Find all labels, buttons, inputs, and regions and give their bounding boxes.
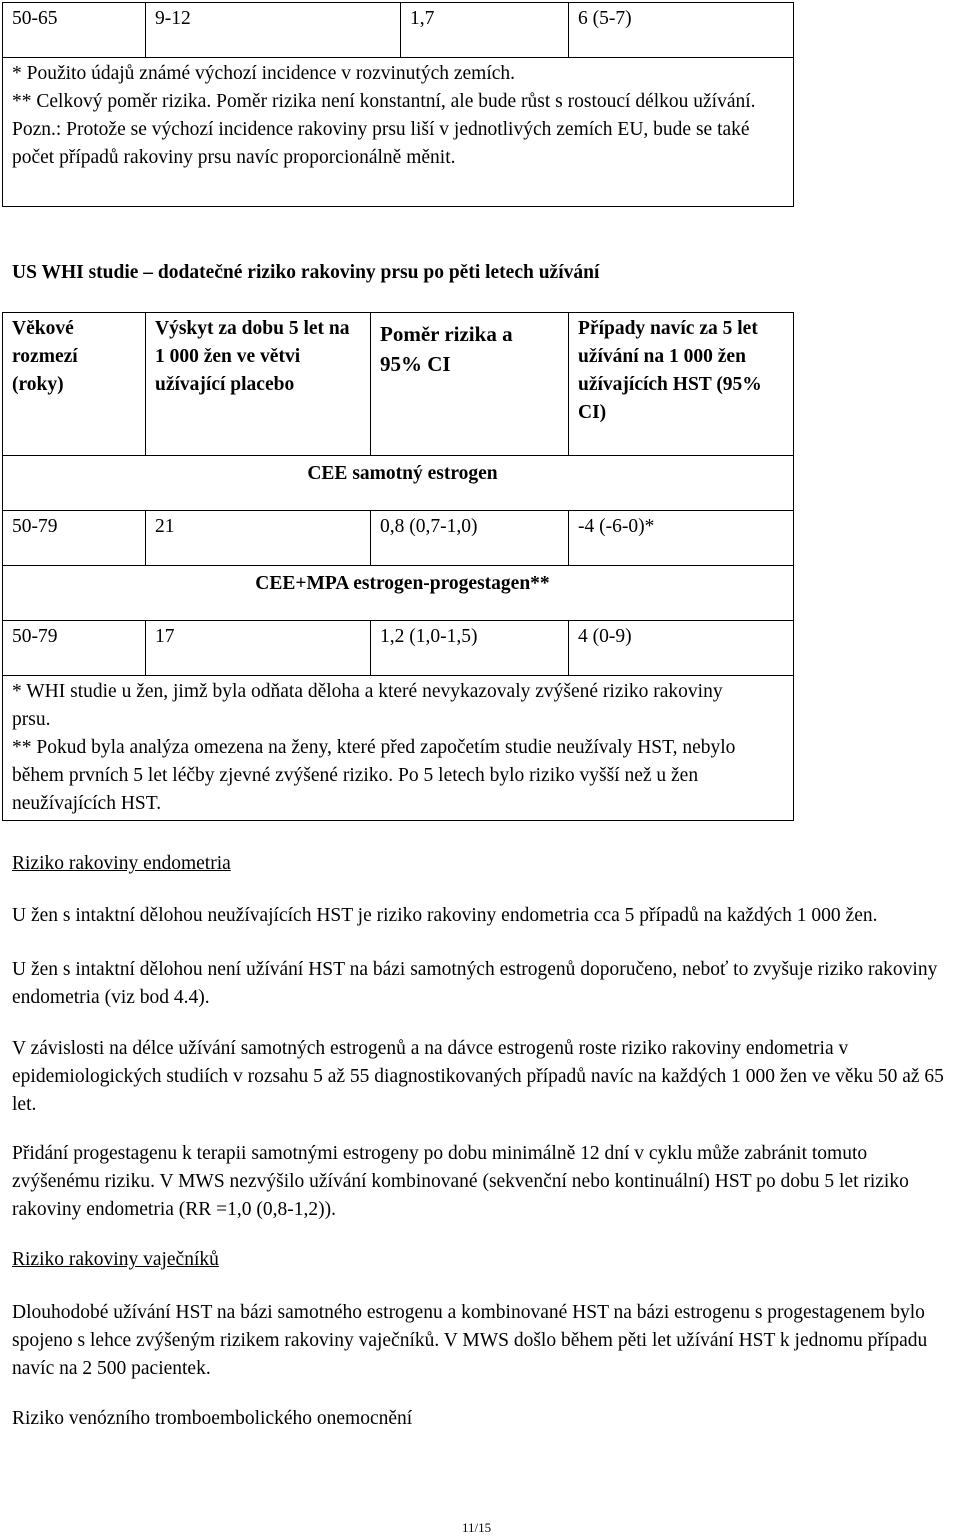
section-label: CEE samotný estrogen xyxy=(3,456,794,511)
table-title: US WHI studie – dodatečné riziko rakoviny prsu po pěti letech užívání xyxy=(12,262,600,283)
table-note: ** Celkový poměr rizika. Poměr rizika není konstantní, ale bude růst s rostoucí délkou užívání. xyxy=(12,91,756,112)
table-cell: 9-12 xyxy=(146,3,401,58)
table-cell: 17 xyxy=(146,621,371,676)
table-note: ** Pokud byla analýza omezena na ženy, které před započetím studie neužívaly HST, nebylo během prvních 5 let léčby zjevné zvýšené riziko. Po 5 letech bylo riziko vyšší než u žen neužívajících HST. xyxy=(12,737,736,814)
table-section-row xyxy=(3,456,794,511)
column-header: Poměr rizika a 95% CI xyxy=(371,313,569,456)
table-cell: 21 xyxy=(146,511,371,566)
table-section-row xyxy=(3,566,794,621)
table-cell: 50-65 xyxy=(3,3,146,58)
table-cell: 6 (5-7) xyxy=(569,3,794,58)
table-notes xyxy=(3,58,794,207)
table-cell: 4 (0-9) xyxy=(569,621,794,676)
table-note: * WHI studie u žen, jimž byla odňata děloha a které nevykazovaly zvýšené riziko rakoviny prsu. xyxy=(12,681,723,730)
table-notes xyxy=(3,676,794,821)
paragraph: U žen s intaktní dělohou není užívání HST na bázi samotných estrogenů doporučeno, neboť to zvyšuje riziko rakoviny endometria (viz bod 4.4). xyxy=(12,959,938,1008)
table-cell: 50-79 xyxy=(3,511,146,566)
table-notes-row xyxy=(3,58,794,207)
section-heading: Riziko rakoviny vaječníků xyxy=(12,1249,219,1270)
paragraph: Přidání progestagenu k terapii samotnými estrogeny po dobu minimálně 12 dní v cyklu může zabránit tomuto zvýšenému riziku. V MWS nezvýšilo užívání kombinované (sekvenční nebo kontinuální) HST po dobu 5 let riziko rakoviny endometria (RR =1,0 (0,8-1,2)). xyxy=(12,1143,909,1220)
table-row xyxy=(3,621,794,676)
risk-table-continued xyxy=(2,2,794,207)
paragraph: U žen s intaktní dělohou neužívajících HST je riziko rakoviny endometria cca 5 případů na každých 1 000 žen. xyxy=(12,905,878,926)
section-label: CEE+MPA estrogen-progestagen** xyxy=(3,566,794,621)
column-header: Případy navíc za 5 let užívání na 1 000 žen užívajících HST (95% CI) xyxy=(569,313,794,456)
section-heading: Riziko venózního tromboembolického onemocnění xyxy=(12,1408,413,1429)
section-heading: Riziko rakoviny endometria xyxy=(12,853,231,874)
table-note: * Použito údajů známé výchozí incidence v rozvinutých zemích. xyxy=(12,63,516,84)
table-cell: 50-79 xyxy=(3,621,146,676)
table-note: Pozn.: Protože se výchozí incidence rakoviny prsu liší v jednotlivých zemích EU, bude se také počet případů rakoviny prsu navíc proporcionálně měnit. xyxy=(12,119,750,168)
table-notes-row xyxy=(3,676,794,821)
paragraph: V závislosti na délce užívání samotných estrogenů a na dávce estrogenů roste riziko rakoviny endometria v epidemiologických studiích v rozsahu 5 až 55 diagnostikovaných případů navíc na každých 1 000 žen ve věku 50 až 65 let. xyxy=(12,1038,944,1115)
column-header: Výskyt za dobu 5 let na 1 000 žen ve větvi užívající placebo xyxy=(146,313,371,456)
whi-risk-table xyxy=(2,312,794,821)
table-row xyxy=(3,3,794,58)
table-cell: 1,7 xyxy=(401,3,569,58)
table-cell: 0,8 (0,7-1,0) xyxy=(371,511,569,566)
table-header-row xyxy=(3,313,794,456)
table-cell: -4 (-6-0)* xyxy=(569,511,794,566)
table-row xyxy=(3,511,794,566)
column-header: Věkové rozmezí (roky) xyxy=(3,313,146,456)
paragraph: Dlouhodobé užívání HST na bázi samotného estrogenu a kombinované HST na bázi estrogenu s progestagenem bylo spojeno s lehce zvýšeným rizikem rakoviny vaječníků. V MWS došlo během pěti let užívání HST k jednomu případu navíc na 2 500 pacientek. xyxy=(12,1302,928,1379)
page-number: 11/15 xyxy=(462,1520,492,1535)
table-cell: 1,2 (1,0-1,5) xyxy=(371,621,569,676)
